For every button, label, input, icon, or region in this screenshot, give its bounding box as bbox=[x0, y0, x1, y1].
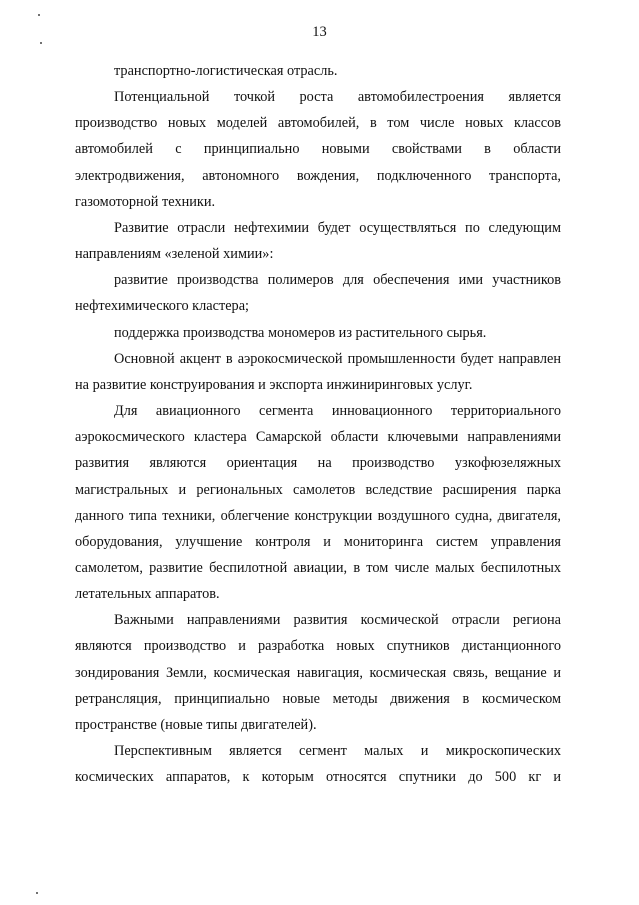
scan-speck bbox=[40, 42, 42, 44]
paragraph-4: Основной акцент в аэрокосмической промышленности будет направлен на развитие конструирования и экспорта инжиниринговых услуг. bbox=[75, 350, 561, 393]
paragraph-2: Потенциальной точкой роста автомобилестроения является производство новых моделей автомобилей, в том числе новых классов автомобилей с принципиально новыми свойствами в области электродвижения, автономного вождения, подключенного транспорта, газомоторной техники. bbox=[75, 89, 561, 210]
scan-speck bbox=[36, 892, 38, 894]
page-number: 13 bbox=[312, 24, 327, 40]
list-item-1: развитие производства полимеров для обеспечения ими участников нефтехимического кластера; bbox=[75, 272, 561, 315]
scan-speck bbox=[38, 14, 40, 16]
paragraph-1: транспортно-логистическая отрасль. bbox=[114, 63, 338, 79]
paragraph-3: Развитие отрасли нефтехимии будет осуществляться по следующим направлениям «зеленой химии»: bbox=[75, 219, 561, 263]
document-body bbox=[75, 58, 561, 790]
paragraph-7: Перспективным является сегмент малых и микроскопических космических аппаратов, к которым относятся спутники до 500 кг и bbox=[75, 743, 561, 786]
paragraph-5: Для авиационного сегмента инновационного территориального аэрокосмического кластера Самарской области ключевыми направлениями развития являются ориентация на производство узкофюзеляжных магистральных и региональных самолетов вследствие расширения парка данного типа техники, облегчение конструкции воздушного судна, двигателя, оборудования, улучшение контроля и мониторинга систем управления самолетом, развитие беспилотной авиации, в том числе малых беспилотных летательных аппаратов. bbox=[75, 403, 561, 603]
list-item-2: поддержка производства мономеров из растительного сырья. bbox=[114, 324, 487, 341]
paragraph-6: Важными направлениями развития космической отрасли региона являются производство и разработка новых спутников дистанционного зондирования Земли, космическая навигация, космическая связь, вещание и ретрансляция, принципиально новые методы движения в космическом пространстве (новые типы двигателей). bbox=[75, 612, 561, 733]
